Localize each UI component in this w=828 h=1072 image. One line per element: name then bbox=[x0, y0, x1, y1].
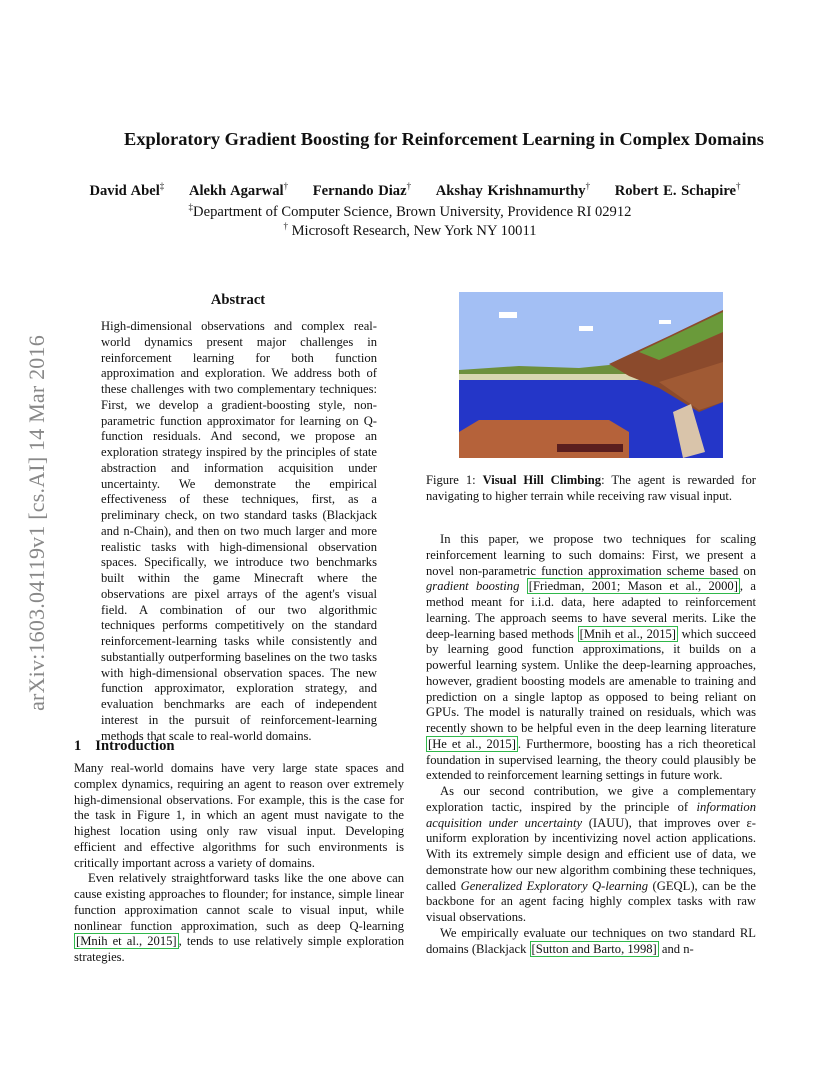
author: David Abel‡ bbox=[89, 181, 165, 199]
intro-right-column bbox=[426, 532, 756, 957]
author-list bbox=[50, 181, 780, 200]
citation-link[interactable]: [Friedman, 2001; Mason et al., 2000] bbox=[528, 579, 738, 594]
citation-link[interactable]: [Mnih et al., 2015] bbox=[579, 626, 676, 641]
author: Alekh Agarwal† bbox=[188, 181, 289, 199]
intro-paragraph-1: Many real-world domains have very large state spaces and complex dynamics, requiring an agent to reason over extremely high-dimensional observations. For example, this is the case for the task in Figure 1, in which an agent must navigate to the highest location using only raw visual input. Developing efficient and effective algorithms for such environments is critically important across a variety of domains. bbox=[74, 761, 404, 870]
author: Fernando Diaz† bbox=[312, 181, 412, 199]
intro-paragraph-3: In this paper, we propose two techniques for scaling reinforcement learning to such domains: First, we present a novel non-parametric function approximation scheme based on gradient boosting [Friedman, 2001; Mason et al., 2000] , a method meant for i.i.d. data, here adapted to reinforcement learning. The approach seems to have several merits. Like the deep-learning based methods [Mnih et al., 2015] which succeed by learning good function approximations, it builds on a powerful learning system. Unlike the deep-learning approaches, however, gradient boosting models are amenable to training and prediction on a single laptop as opposed to being reliant on GPUs. The model is naturally trained on residuals, which was recently shown to be helpful even in the deep learning literature [He et al., 2015] . Furthermore, boosting has a rich theoretical foundation in supervised learning, the theory could plausibly be extended to reinforcement learning settings in future work. bbox=[426, 532, 757, 783]
paper-title: Exploratory Gradient Boosting for Reinforcement Learning in Complex Domains bbox=[124, 129, 764, 149]
abstract-body: High-dimensional observations and complex real-world dynamics present major challenges in reinforcement learning for both function approximation and exploration. We address both of these challenges with two complementary techniques: First, we develop a gradient-boosting style, non-parametric function approximator for learning on Q-function residuals. And second, we propose an exploration strategy inspired by the principles of state abstraction and information acquisition under uncertainty. We demonstrate the empirical effectiveness of these techniques, first, as a preliminary check, on two standard tasks (Blackjack and n-Chain), and then on two much larger and more realistic tasks with high-dimensional observation spaces. Specifically, we introduce two benchmarks built within the game Minecraft where the observations are pixel arrays of the agent's visual field. A combination of our two algorithmic techniques performs competitively on the standard reinforcement-learning tasks while consistently and substantially outperforming baselines on the two tasks with high-dimensional observation spaces. The new function approximator, exploration strategy, and evaluation benchmarks are each of independent interest in the pursuit of reinforcement-learning methods that scale to real-world domains. bbox=[101, 319, 377, 743]
intro-left-column bbox=[74, 761, 404, 966]
citation-link[interactable]: [He et al., 2015] bbox=[428, 736, 516, 751]
figure-caption: Figure 1: Visual Hill Climbing: The agent is rewarded for navigating to higher terrain while receiving raw visual input. bbox=[426, 473, 756, 503]
abstract-heading: Abstract bbox=[210, 292, 266, 308]
affiliation-microsoft: † Microsoft Research, New York NY 10011 bbox=[283, 221, 537, 239]
section-heading: 1 Introduction bbox=[74, 738, 175, 754]
arxiv-stamp: arXiv:1603.04119v1 [cs.AI] 14 Mar 2016 bbox=[24, 335, 49, 711]
intro-paragraph-5: We empirically evaluate our techniques on two standard RL domains (Blackjack [Sutton and Barto, 1998] and n- bbox=[426, 925, 756, 956]
intro-paragraph-4: As our second contribution, we give a complementary exploration tactic, inspired by the principle of information acquisition under uncertainty (IAUU), that improves over ε-uniform exploration by incentivizing novel action applications. With its extremely simple design and efficient use of data, we demonstrate how our new algorithm combining these techniques, called Generalized Exploratory Q-learning (GEQL), can be the backbone for an agent facing highly complex tasks with raw visual observations. bbox=[426, 784, 756, 924]
minecraft-screenshot-figure bbox=[459, 292, 723, 458]
author: Akshay Krishnamurthy† bbox=[435, 181, 591, 199]
intro-paragraph-2: Even relatively straightforward tasks like the one above can cause existing approaches to flounder; for instance, simple linear function approximation cannot scale to visual input, while nonlinear function approximation, such as deep Q-learning [Mnih et al., 2015] , tends to use relatively simple exploration strategies. bbox=[74, 871, 404, 964]
affiliation-brown: ‡Department of Computer Science, Brown University, Providence RI 02912 bbox=[188, 202, 632, 220]
author: Robert E. Schapire† bbox=[614, 181, 741, 199]
minecraft-scene bbox=[459, 292, 723, 458]
citation-link[interactable]: [Sutton and Barto, 1998] bbox=[531, 941, 657, 956]
citation-link[interactable]: [Mnih et al., 2015] bbox=[76, 934, 177, 949]
